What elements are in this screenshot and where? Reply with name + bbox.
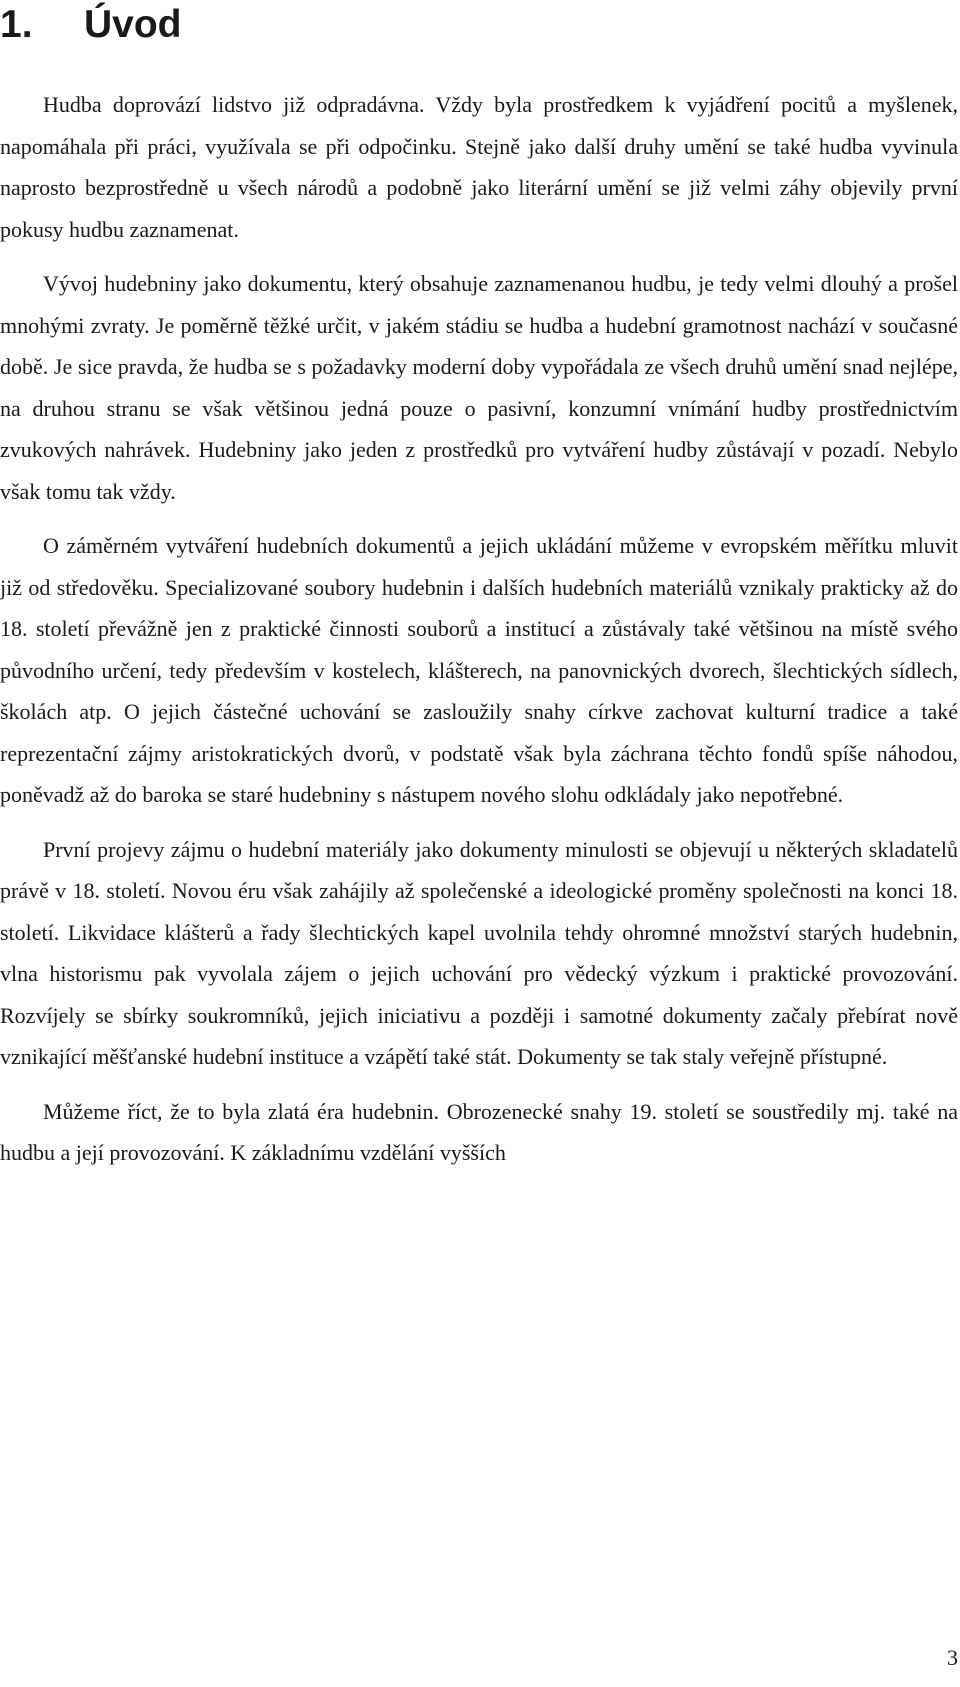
paragraph: Vývoj hudebniny jako dokumentu, který obsahuje zaznamenanou hudbu, je tedy velmi dlouhý a prošel mnohými zvraty. Je poměrně těžké určit, v jakém stádiu se hudba a hudební gramotnost nachází v současné době. Je sice pravda, že hudba se s požadavky moderní doby vypořádala ze všech druhů umění snad nejlépe, na druhou stranu se však většinou jedná pouze o pasivní, konzumní vnímání hudby prostřednictvím zvukových nahrávek. Hudebniny jako jeden z prostředků pro vytváření hudby zůstávají v pozadí. Nebylo však tomu tak vždy. [0,271,958,504]
paragraph: O záměrném vytváření hudebních dokumentů a jejich ukládání můžeme v evropském měřítku mluvit již od středověku. Specializované soubory hudebnin i dalších hudebních materiálů vznikaly prakticky až do 18. století převážně jen z praktické činnosti souborů a institucí a zůstávaly také většinou na místě svého původního určení, tedy především v kostelech, klášterech, na panovnických dvorech, šlechtických sídlech, školách atp. O jejich částečné uchování se zasloužily snahy církve zachovat kulturní tradice a také reprezentační zájmy aristokratických dvorů, v podstatě však byla záchrana těchto fondů spíše náhodou, poněvadž až do baroka se staré hudebniny s nástupem nového slohu odkládaly jako nepotřebné. [0,533,958,807]
chapter-heading [0,0,182,50]
page-number: 3 [947,1645,958,1670]
paragraph: Hudba doprovází lidstvo již odpradávna. Vždy byla prostředkem k vyjádření pocitů a myšlenek, napomáhala při práci, využívala se při odpočinku. Stejně jako další druhy umění se také hudba vyvinula naprosto bezprostředně u všech národů a podobně jako literární umění se již velmi záhy objevily první pokusy hudbu zaznamenat. [0,92,958,242]
paragraph: První projevy zájmu o hudební materiály jako dokumenty minulosti se objevují u některých skladatelů právě v 18. století. Novou éru však zahájily až společenské a ideologické proměny společnosti na konci 18. století. Likvidace klášterů a řady šlechtických kapel uvolnila tehdy ohromné množství starých hudebnin, vlna historismu pak vyvolala zájem o jejich uchování pro vědecký výzkum i praktické provozování. Rozvíjely se sbírky soukromníků, jejich iniciativu a později i samotné dokumenty začaly přebírat nově vznikající měšťanské hudební instituce a vzápětí také stát. Dokumenty se tak staly veřejně přístupné. [0,836,958,1069]
body-text [0,84,958,1174]
chapter-title: Úvod [84,3,182,46]
chapter-number: 1. [0,3,33,46]
paragraph: Můžeme říct, že to byla zlatá éra hudebnin. Obrozenecké snahy 19. století se soustředily mj. také na hudbu a její provozování. K základnímu vzdělání vyšších [0,1098,958,1165]
